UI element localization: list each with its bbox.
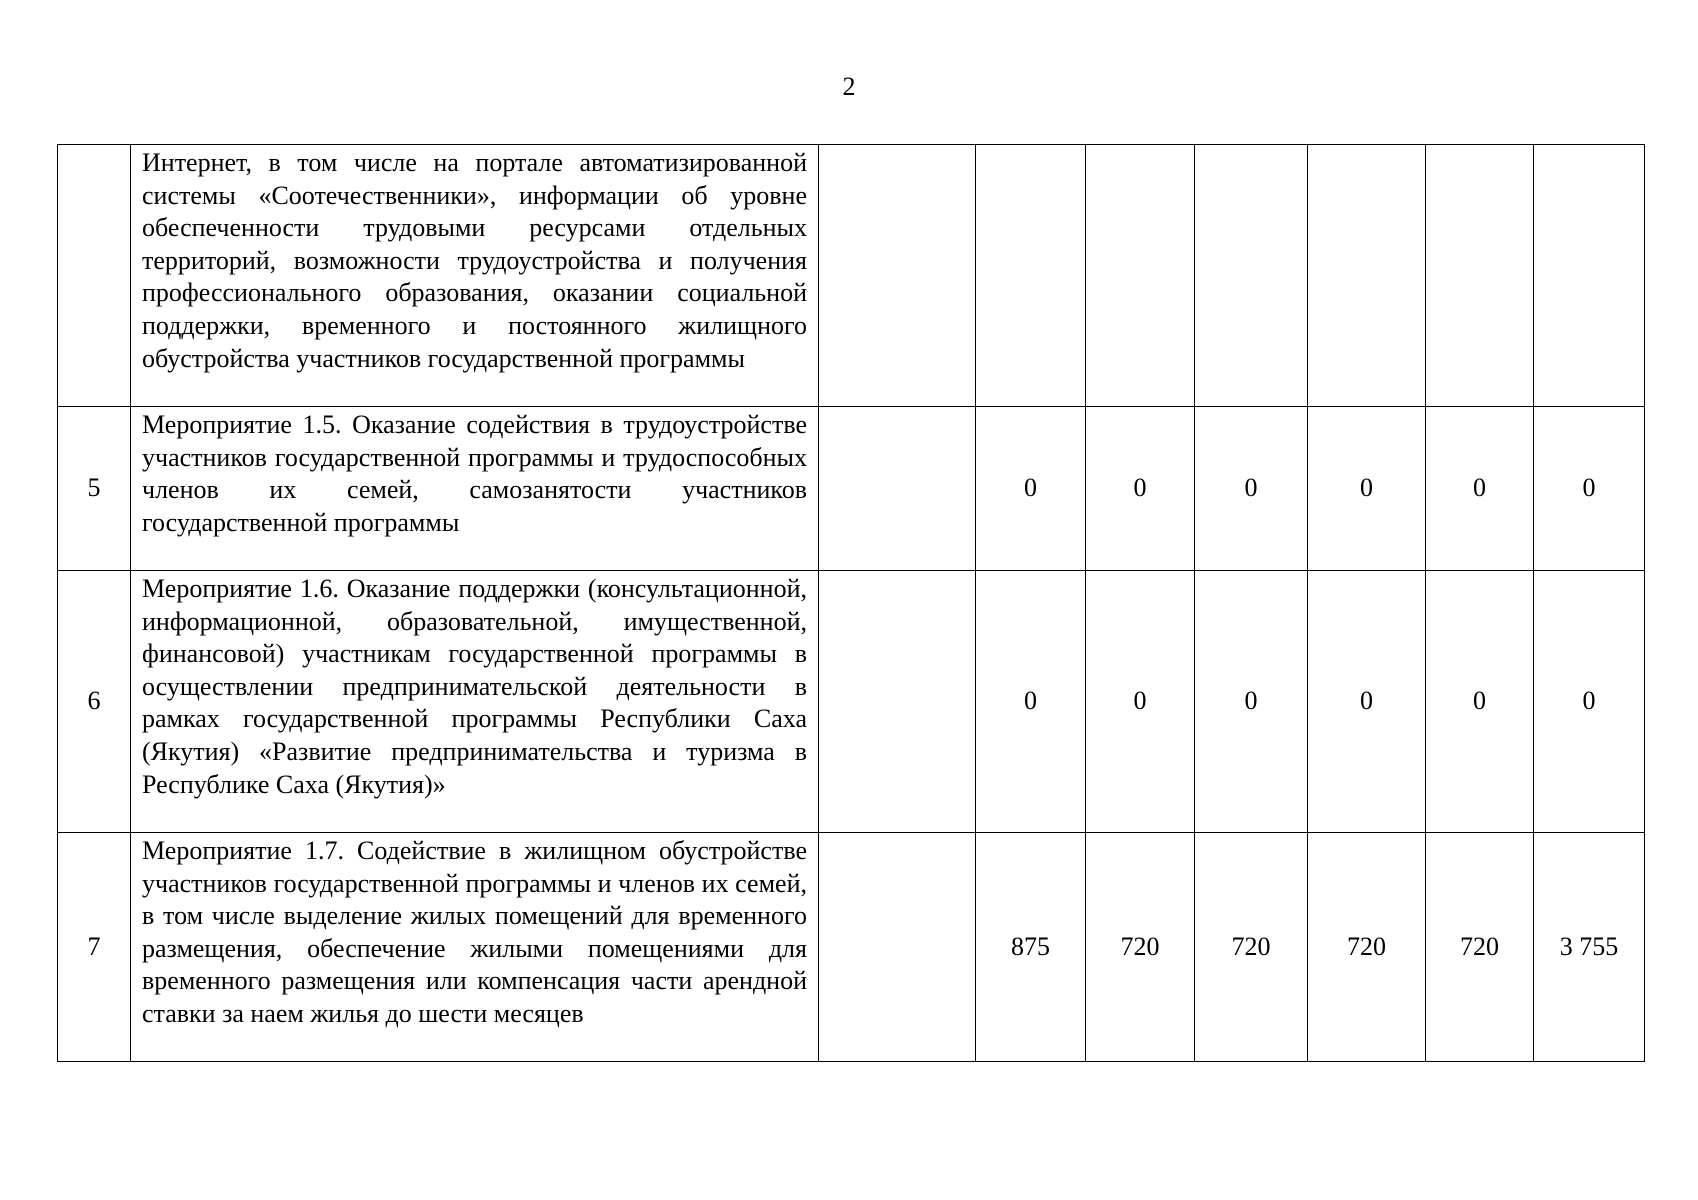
row-number [58, 145, 131, 407]
total-cell: 0 [1534, 571, 1645, 833]
total-cell [1534, 145, 1645, 407]
page-number: 2 [842, 72, 856, 101]
value-cell: 0 [1426, 407, 1534, 571]
value-cell: 875 [976, 833, 1086, 1062]
measure-description: Мероприятие 1.7. Содействие в жилищном обустройстве участников государственной программы и членов их семей, в том числе выделение жилых помещений для временного размещения, обеспечение жилыми помещениями для временного размещения или компенсация части арендной ставки за наем жилья до шести месяцев [131, 833, 819, 1062]
value-cell: 720 [1308, 833, 1426, 1062]
value-cell [1195, 145, 1308, 407]
table-row [58, 833, 1645, 1062]
value-cell: 720 [1195, 833, 1308, 1062]
value-cell: 0 [1308, 571, 1426, 833]
value-cell: 0 [1086, 407, 1195, 571]
funding-source-cell [819, 407, 976, 571]
total-cell: 3 755 [1534, 833, 1645, 1062]
value-cell: 0 [1195, 407, 1308, 571]
table-row [58, 145, 1645, 407]
value-cell: 0 [976, 571, 1086, 833]
measure-description: Интернет, в том числе на портале автоматизированной системы «Соотечественники», информации об уровне обеспеченности трудовыми ресурсами отдельных территорий, возможности трудоустройства и получения профессионального образования, оказании социальной поддержки, временного и постоянного жилищного обустройства участников государственной программы [131, 145, 819, 407]
value-cell [976, 145, 1086, 407]
row-number: 7 [58, 833, 131, 1062]
row-number: 5 [58, 407, 131, 571]
value-cell [1426, 145, 1534, 407]
value-cell: 720 [1086, 833, 1195, 1062]
table-row [58, 407, 1645, 571]
table-row [58, 571, 1645, 833]
value-cell: 0 [976, 407, 1086, 571]
measure-description: Мероприятие 1.6. Оказание поддержки (консультационной, информационной, образовательной, имущественной, финансовой) участникам государственной программы в осуществлении предпринимательской деятельности в рамках государственной программы Республики Саха (Якутия) «Развитие предпринимательства и туризма в Республике Саха (Якутия)» [131, 571, 819, 833]
funding-source-cell [819, 833, 976, 1062]
value-cell: 0 [1426, 571, 1534, 833]
value-cell [1086, 145, 1195, 407]
measure-description: Мероприятие 1.5. Оказание содействия в трудоустройстве участников государственной программы и трудоспособных членов их семей, самозанятости участников государственной программы [131, 407, 819, 571]
value-cell: 0 [1308, 407, 1426, 571]
total-cell: 0 [1534, 407, 1645, 571]
value-cell: 720 [1426, 833, 1534, 1062]
funding-source-cell [819, 145, 976, 407]
row-number: 6 [58, 571, 131, 833]
value-cell: 0 [1195, 571, 1308, 833]
value-cell [1308, 145, 1426, 407]
measures-table [57, 144, 1645, 1062]
value-cell: 0 [1086, 571, 1195, 833]
funding-source-cell [819, 571, 976, 833]
